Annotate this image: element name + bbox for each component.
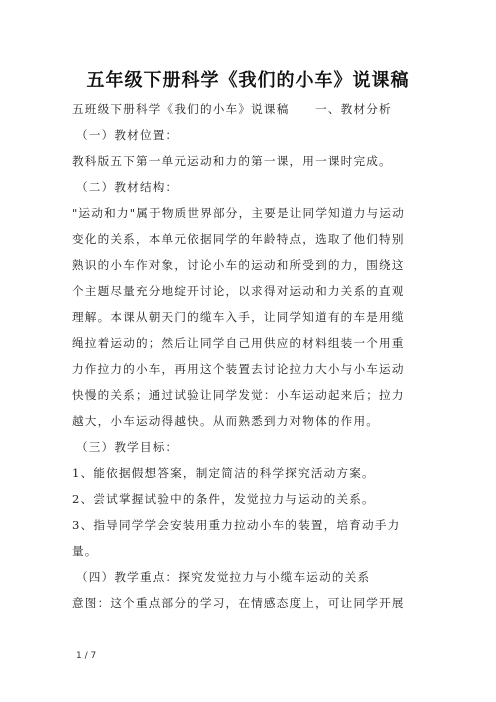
body-line: 意图：这个重点部分的学习，在情感态度上，可让同学开展 <box>72 596 405 610</box>
body-line: 越大，小车运动得越快。从而熟悉到力对物体的作用。 <box>72 414 380 428</box>
document-body <box>72 96 432 616</box>
section-heading: （三）教学目标： <box>76 440 179 454</box>
body-line: "运动和力"属于物质世界部分，主要是让同学知道力与运动 <box>72 206 405 220</box>
body-line: 教科版五下第一单元运动和力的第一课，用一课时完成。 <box>72 154 392 168</box>
list-item: 3、指导同学学会安装用重力拉动小车的装置，培育动手力 <box>72 518 401 532</box>
body-line: 绳拉着运动的；然后让同学自己用供应的材料组装一个用重 <box>72 336 405 350</box>
body-line: 熟识的小车作对象，讨论小车的运动和所受到的力，围绕这 <box>72 258 405 272</box>
body-line: 个主题尽量充分地绽开讨论，以求得对运动和力关系的直观 <box>72 284 405 298</box>
body-line: 快慢的关系；通过试验让同学发觉：小车运动起来后；拉力 <box>72 388 405 402</box>
page-indicator: 1 / 7 <box>76 651 97 661</box>
body-line: 变化的关系，本单元依据同学的年龄特点，选取了他们特别 <box>72 232 405 246</box>
body-line: 力作拉力的小车，再用这个装置去讨论拉力大小与小车运动 <box>72 362 405 376</box>
section-heading: （一）教材位置： <box>76 128 179 142</box>
document-title: 五年级下册科学《我们的小车》说课稿 <box>86 70 410 91</box>
list-item: 2、尝试掌握试验中的条件，发觉拉力与运动的关系。 <box>72 492 375 506</box>
list-item: 1、能依据假想答案，制定简洁的科学探究活动方案。 <box>72 466 375 480</box>
section-heading: （二）教材结构： <box>76 180 179 194</box>
body-line: 理解。本课从朝天门的缆车入手，让同学知道有的车是用缆 <box>72 310 405 324</box>
section-heading: （四）教学重点：探究发觉拉力与小缆车运动的关系 <box>76 570 371 584</box>
body-line: 五班级下册科学《我们的小车》说课稿 一、教材分析 <box>72 102 392 116</box>
body-line: 量。 <box>72 544 98 558</box>
